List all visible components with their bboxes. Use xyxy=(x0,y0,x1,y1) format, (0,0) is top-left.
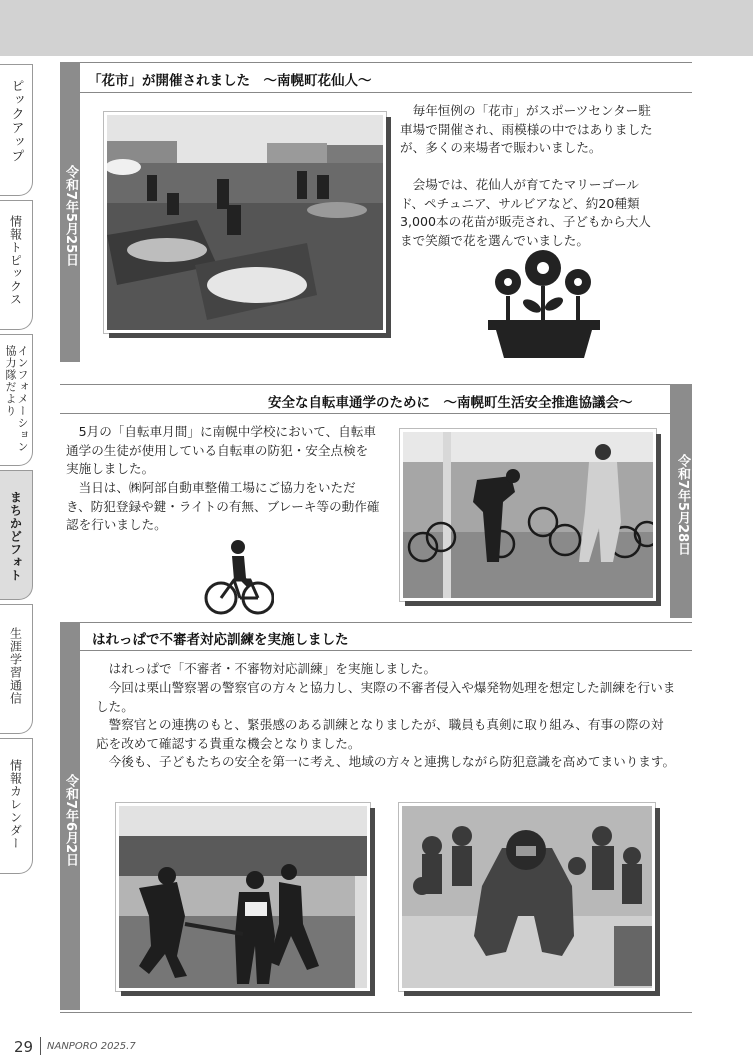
section1-paragraph-2: 会場では、花仙人が育てたマリーゴールド、ペチュニア、サルビアなど、約20種類3,000本の花苗が販売され、子どもから大人まで笑顔で花を選んでいました。 xyxy=(400,177,651,248)
section2-date: 令和7年5月28日 xyxy=(670,384,692,618)
section1-rule-bottom xyxy=(80,92,692,93)
section3-paragraph-1: はれっぱで「不審者・不審物対応訓練」を実施しました。 xyxy=(108,661,437,676)
section2-title: 安全な自転車通学のために 〜南幌町生活安全推進協議会〜 xyxy=(268,395,633,411)
section1-title: 「花市」が開催されました 〜南幌町花仙人〜 xyxy=(88,73,372,89)
section2-paragraph-1: 5月の「自転車月間」に南幌中学校において、自転車通学の生徒が使用している自転車の防犯・安全点検を実施しました。 xyxy=(66,424,377,476)
tab-lifelong-label: 生涯学習通信 xyxy=(8,627,23,705)
section2-rule-bottom xyxy=(60,413,670,414)
section1-date: 令和7年5月25日 xyxy=(60,62,80,362)
section2-paragraph-2: 当日は、㈱阿部自動車整備工場にご協力をいただき、防犯登録や鍵・ライトの有無、ブレーキ等の動作確認を行いました。 xyxy=(66,480,380,532)
suspicious-person-drill-photo xyxy=(116,803,370,991)
section3-paragraph-3: 警察官との連携のもと、緊張感のある訓練となりましたが、職員も真剣に取り組み、有事の際の対応を改めて確認する貴重な機会となりました。 xyxy=(96,717,664,751)
section1-rule-top xyxy=(80,62,692,63)
tab-topics-label: 情報トピックス xyxy=(8,215,23,306)
tab-pickup-label: ピックアップ xyxy=(8,79,24,163)
tab-information-label: インフォメーション 協力隊だより xyxy=(4,345,29,453)
cyclist-icon xyxy=(204,538,274,616)
section3-date: 令和7年6月2日 xyxy=(60,622,80,1010)
bomb-disposal-drill-photo xyxy=(399,803,655,991)
tab-machikado-label: まちかどフォト xyxy=(8,491,23,582)
tab-topics[interactable] xyxy=(0,200,33,330)
tab-calendar-label: 情報カレンダー xyxy=(8,759,23,850)
section1-paragraph-1: 毎年恒例の「花市」がスポーツセンター駐車場で開催され、雨模様の中ではありましたが、多くの来場者で賑わいました。 xyxy=(400,103,653,155)
flower-market-photo xyxy=(104,112,386,333)
page-number: 29 xyxy=(14,1038,34,1056)
bicycle-inspection-photo xyxy=(400,429,656,601)
tab-information[interactable] xyxy=(0,334,33,466)
section3-paragraph-2: 今回は栗山警察署の警察官の方々と協力し、実際の不審者侵入や爆発物処理を想定した訓練を行いました。 xyxy=(96,680,676,714)
footer-divider xyxy=(40,1037,41,1055)
flower-pot-icon xyxy=(486,246,602,358)
header-bar xyxy=(0,0,753,56)
section3-rule-bottom xyxy=(80,650,692,651)
publication-name: NANPORO 2025.7 xyxy=(47,1041,136,1052)
section3-rule-top xyxy=(80,622,692,623)
section2-rule-top xyxy=(60,384,670,385)
tab-lifelong-learning[interactable] xyxy=(0,604,33,734)
footer-rule xyxy=(60,1012,692,1013)
section3-title: はれっぱで不審者対応訓練を実施しました xyxy=(92,632,349,648)
section3-paragraph-4: 今後も、子どもたちの安全を第一に考え、地域の方々と連携しながら防犯意識を高めてまいります。 xyxy=(108,754,676,769)
tab-calendar[interactable] xyxy=(0,738,33,874)
tab-machikado-photo[interactable] xyxy=(0,470,33,600)
tab-pickup[interactable] xyxy=(0,64,33,196)
